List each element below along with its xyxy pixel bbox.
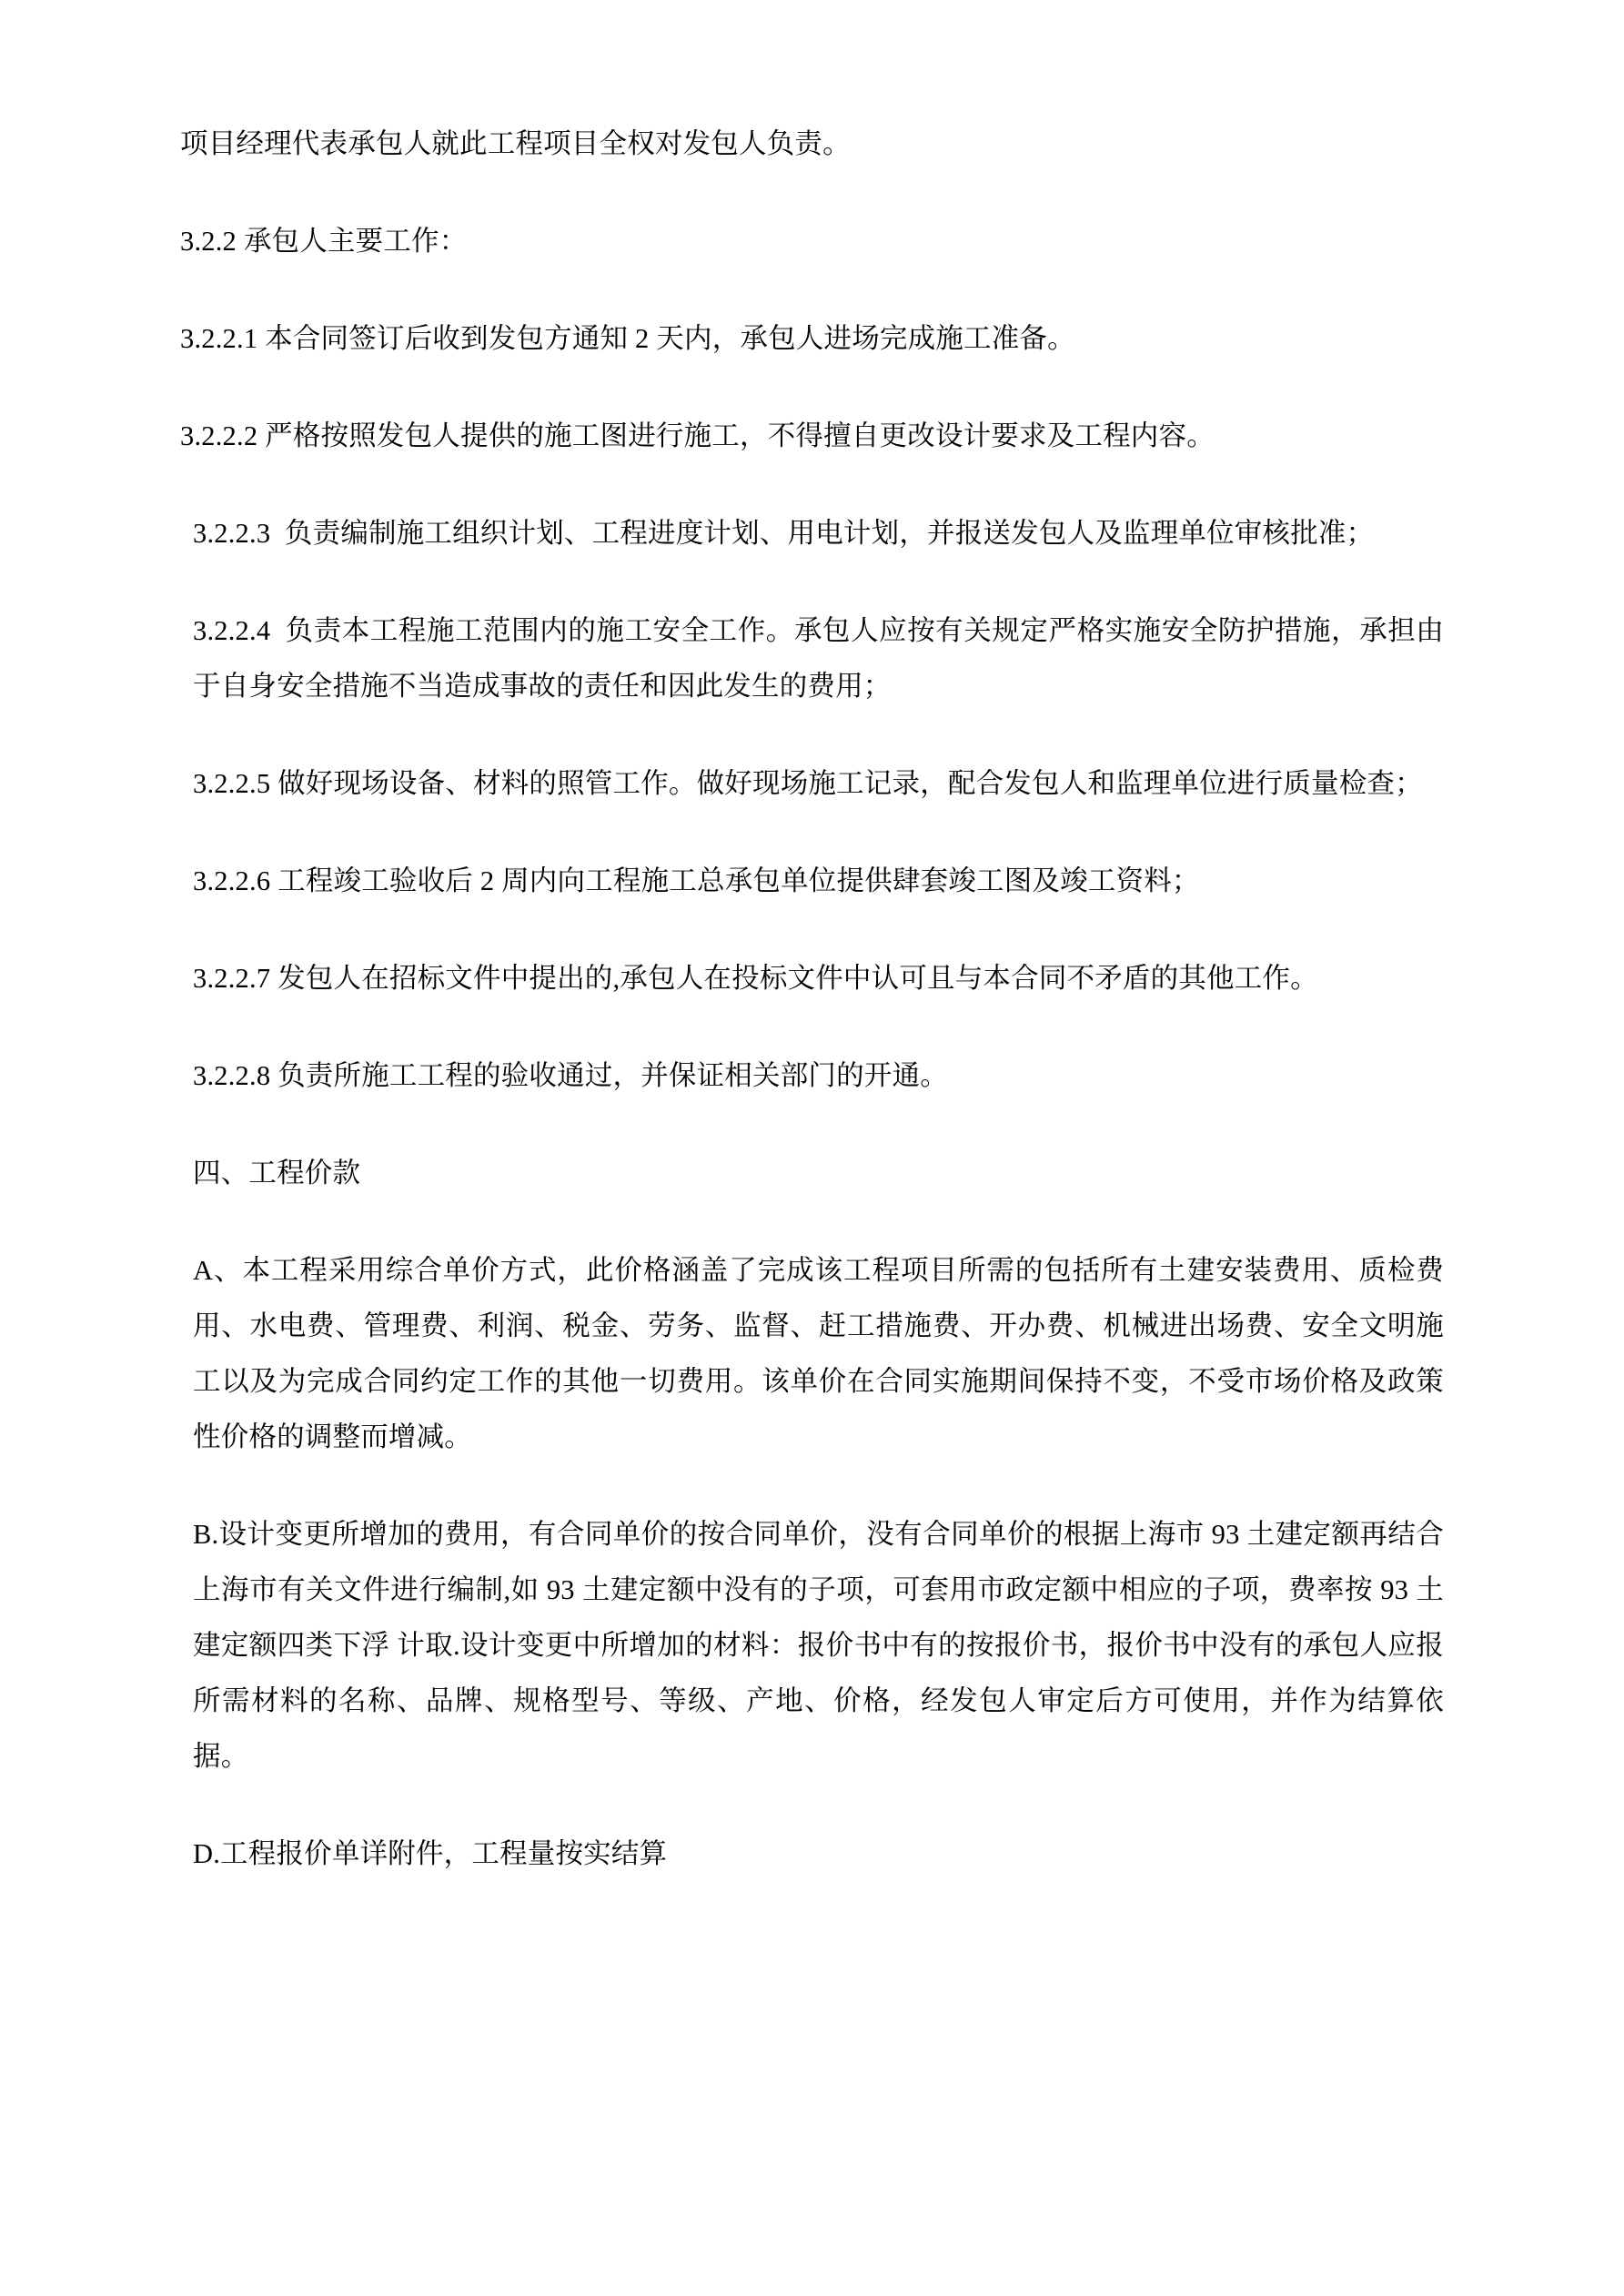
section-heading-four: 四、工程价款 <box>193 1158 361 1188</box>
paragraph-3-2-2-7: 3.2.2.7 发包人在招标文件中提出的,承包人在投标文件中认可且与本合同不矛盾的其他工作。 <box>193 963 1318 994</box>
paragraph-item-b: B.设计变更所增加的费用，有合同单价的按合同单价，没有合同单价的根据上海市 93 土建定额再结合上海市有关文件进行编制,如 93 土建定额中没有的子项，可套用市政定额中相应的子项，费率按 93 土建定额四类下浮 计取.设计变更中所增加的材料：报价书中有的按报价书，报价书中没有的承包人应报所需材料的名称、品牌、规格型号、等级、产地、价格，经发包人审定后方可使用，并作为结算依据。 <box>193 1519 1444 1772</box>
paragraph-3-2-2: 3.2.2 承包人主要工作： <box>180 226 468 257</box>
paragraph-item-a: A、本工程采用综合单价方式，此价格涵盖了完成该工程项目所需的包括所有土建安装费用、质检费用、水电费、管理费、利润、税金、劳务、监督、赶工措施费、开办费、机械进出场费、安全文明施工以及为完成合同约定工作的其他一切费用。该单价在合同实施期间保持不变，不受市场价格及政策性价格的调整而增减。 <box>193 1255 1444 1452</box>
paragraph-3-2-2-3: 3.2.2.3 负责编制施工组织计划、工程进度计划、用电计划，并报送发包人及监理单位审核批准； <box>193 518 1375 549</box>
paragraph-3-2-2-1: 3.2.2.1 本合同签订后收到发包方通知 2 天内，承包人进场完成施工准备。 <box>180 323 1075 354</box>
paragraph-3-2-2-4: 3.2.2.4 负责本工程施工范围内的施工安全工作。承包人应按有关规定严格实施安全防护措施，承担由于自身安全措施不当造成事故的责任和因此发生的费用； <box>193 615 1444 702</box>
paragraph-3-2-2-5: 3.2.2.5 做好现场设备、材料的照管工作。做好现场施工记录，配合发包人和监理单位进行质量检查； <box>193 768 1423 799</box>
document-body <box>180 116 1444 1882</box>
paragraph-3-2-2-8: 3.2.2.8 负责所施工工程的验收通过，并保证相关部门的开通。 <box>193 1060 948 1091</box>
paragraph-3-2-1-tail: 项目经理代表承包人就此工程项目全权对发包人负责。 <box>180 128 851 159</box>
paragraph-3-2-2-6: 3.2.2.6 工程竣工验收后 2 周内向工程施工总承包单位提供肆套竣工图及竣工资料； <box>193 865 1200 896</box>
paragraph-3-2-2-2: 3.2.2.2 严格按照发包人提供的施工图进行施工，不得擅自更改设计要求及工程内容。 <box>180 420 1215 451</box>
paragraph-item-d: D.工程报价单详附件，工程量按实结算 <box>193 1838 668 1869</box>
